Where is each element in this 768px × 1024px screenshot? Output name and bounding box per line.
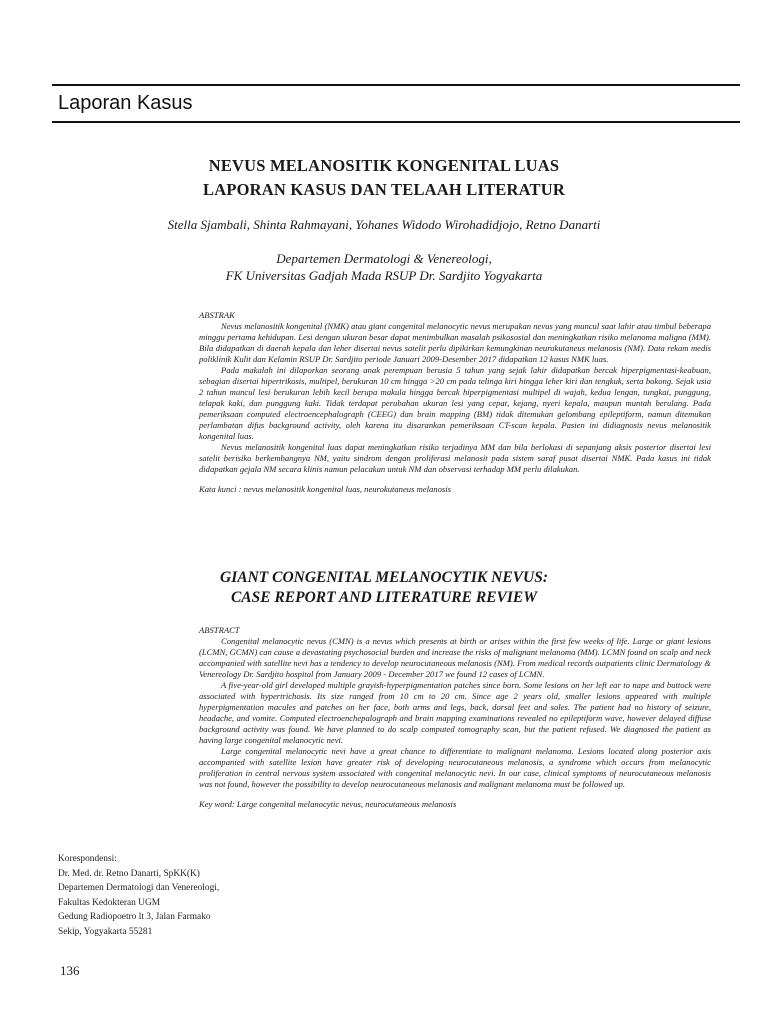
header-top-rule xyxy=(52,84,740,86)
abstrak-paragraph-1: Nevus melanositik kongenital (NMK) atau giant congenital melanocytic nevus merupakan nevus yang muncul saat lahir atau timbul beberapa minggu pertama kehidupan. Lesi dengan ukuran besar dapat menimbulkan masalah psikososial dan meningkatkan risiko melanoma maligna (MM). Bila didapatkan di daerah kepala dan leher disertai nevus satelit perlu dipikirkan kemungkinan neurokutaneus melanosis (NM). Data rekam medis poliklinik Kulit dan Kelamin RSUP Dr. Sardjito periode Januari 2009-Desember 2017 didapatkan 12 kasus NMK luas. xyxy=(199,321,711,364)
author-list: Stella Sjambali, Shinta Rahmayani, Yohanes Widodo Wirohadidjojo, Retno Danarti xyxy=(167,217,601,232)
abstrak-section xyxy=(199,310,711,495)
correspondence-line: Departemen Dermatologi dan Venereologi, xyxy=(58,883,220,894)
abstract-paragraph-2: A five-year-old girl developed multiple grayish-hyperpigmentation patches since born. Some lesions on her left ear to nape and buttock were associated with hypertrichosis. Its size ranged from 10 cm to 20 cm. Since age 2 years old, smaller lesions appeared with multiple hyperpigmentation macules and patches on her face, both arms and legs, back, dorsal feet and soles. The patient had no history of seizure, headache, and vomite. Computed electroenchepalograph and brain mapping examinations revealed no epileptiform wave, however delayed diffuse background activity was found. We have planned to do scalp computed tomography scan, but the patient refused. We diagnosed the patient as having large congenital melanocytic nevi. xyxy=(199,680,711,745)
article-title-line-2: LAPORAN KASUS DAN TELAAH LITERATUR xyxy=(203,180,565,199)
correspondence-block xyxy=(58,852,219,940)
abstract-heading: ABSTRACT xyxy=(199,625,240,635)
correspondence-line: Dr. Med. dr. Retno Danarti, SpKK(K) xyxy=(58,868,200,879)
page-number: 136 xyxy=(60,963,80,978)
affiliation-line-1: Departemen Dermatologi & Venereologi, xyxy=(276,251,492,266)
affiliation xyxy=(0,250,768,284)
correspondence-line: Fakultas Kedokteran UGM xyxy=(58,897,161,908)
abstrak-paragraph-3: Nevus melanositik kongenital luas dapat meningkatkan risiko terjadinya MM dan bila berlokasi di sepanjang aksis posterior disertai lesi satelit berisiko berkembangnya NM, yaitu sindrom dengan proliferasi melanosit pada sistem saraf pusat disertai NMK. Pada kasus ini tidak didapatkan gejala NM secara klinis namun pelacakan untuk NM dan observasi terhadap MM perlu dilakukan. xyxy=(199,442,711,474)
article-title-line-1: NEVUS MELANOSITIK KONGENITAL LUAS xyxy=(208,156,560,175)
abstract-keywords: Key word: Large congenital melanocytic nevus, neurocutaneous melanosis xyxy=(199,799,457,809)
english-title xyxy=(0,568,768,608)
correspondence-label: Korespondensi: xyxy=(58,854,117,864)
abstract-paragraph-3: Large congenital melanocytic nevi have a great chance to differentiate to malignant melanoma. Lesions located along posterior axis accompanied with satellite lesion have greater risk of developing neurocutaneous melanosis, a syndrome which occurs from melanocytic proliferation in central nervous system associated with congenital melanocytic nevi. In our case, clinical symptoms of neurocutaneous melanosis was not found, however the possibility to develop neurocutaneous melanosis and malignant melanoma must be followed up. xyxy=(199,746,711,789)
abstrak-heading: ABSTRAK xyxy=(199,310,235,320)
english-title-line-1: GIANT CONGENITAL MELANOCYTIK NEVUS: xyxy=(220,569,548,586)
abstract-paragraph-1: Congenital melanocytic nevus (CMN) is a nevus which presents at birth or arises within the first few weeks of life. Large or giant lesions (LCMN, GCMN) can cause a devastating psychosocial burden and increase the risks of malignant melanoma (MM). LCMN found on scalp and neck accompanied with satellite nevi has a tendency to develop neurocutaneous melanosis (NM). From medical records outpatients clinic Dermatology & Venereology Dr. Sardjito hospital from January 2009 - December 2017 we found 12 cases of LCMN. xyxy=(199,636,711,679)
affiliation-line-2: FK Universitas Gadjah Mada RSUP Dr. Sardjito Yogyakarta xyxy=(225,268,543,283)
correspondence-line: Sekip, Yogyakarta 55281 xyxy=(58,926,153,937)
abstract-section xyxy=(199,625,711,810)
section-label: Laporan Kasus xyxy=(58,92,193,114)
english-title-line-2: CASE REPORT AND LITERATURE REVIEW xyxy=(230,589,538,606)
header-bottom-rule xyxy=(52,121,740,123)
correspondence-line: Gedung Radiopoetro lt 3, Jalan Farmako xyxy=(58,912,211,923)
abstrak-keywords: Kata kunci : nevus melanositik kongenital luas, neurokutaneus melanosis xyxy=(199,484,451,494)
abstrak-paragraph-2: Pada makalah ini dilaporkan seorang anak perempuan berusia 5 tahun yang sejak lahir didapatkan bercak hiperpigmentasi-keabuan, sebagian disertai hipertrikosis, multipel, berukuran 10 cm hingga >20 cm pada telinga kiri hingga leher kiri dan tengkuk, serta bokong. Sejak usia 2 tahun muncul lesi berukuran lebih kecil berupa makula hingga bercak hiperpigmentasi multipel di wajah, kedua lengan, tungkai, punggung, telapak kaki, dan punggung kaki. Tidak terdapat perubahan ukuran lesi yang cepat, kejang, nyeri kepala, maupun muntah berulang. Pada pemeriksaan computed electroencephalograph (CEEG) dan brain mapping (BM) tidak ditemukan gelombang epileptiform, namun ditemukan perlambatan difus background activity, oleh karena itu disarankan pemeriksaan CT-scan kepala. Pasien ini didiagnosis nevus melanositik kongenital luas. xyxy=(199,365,711,441)
